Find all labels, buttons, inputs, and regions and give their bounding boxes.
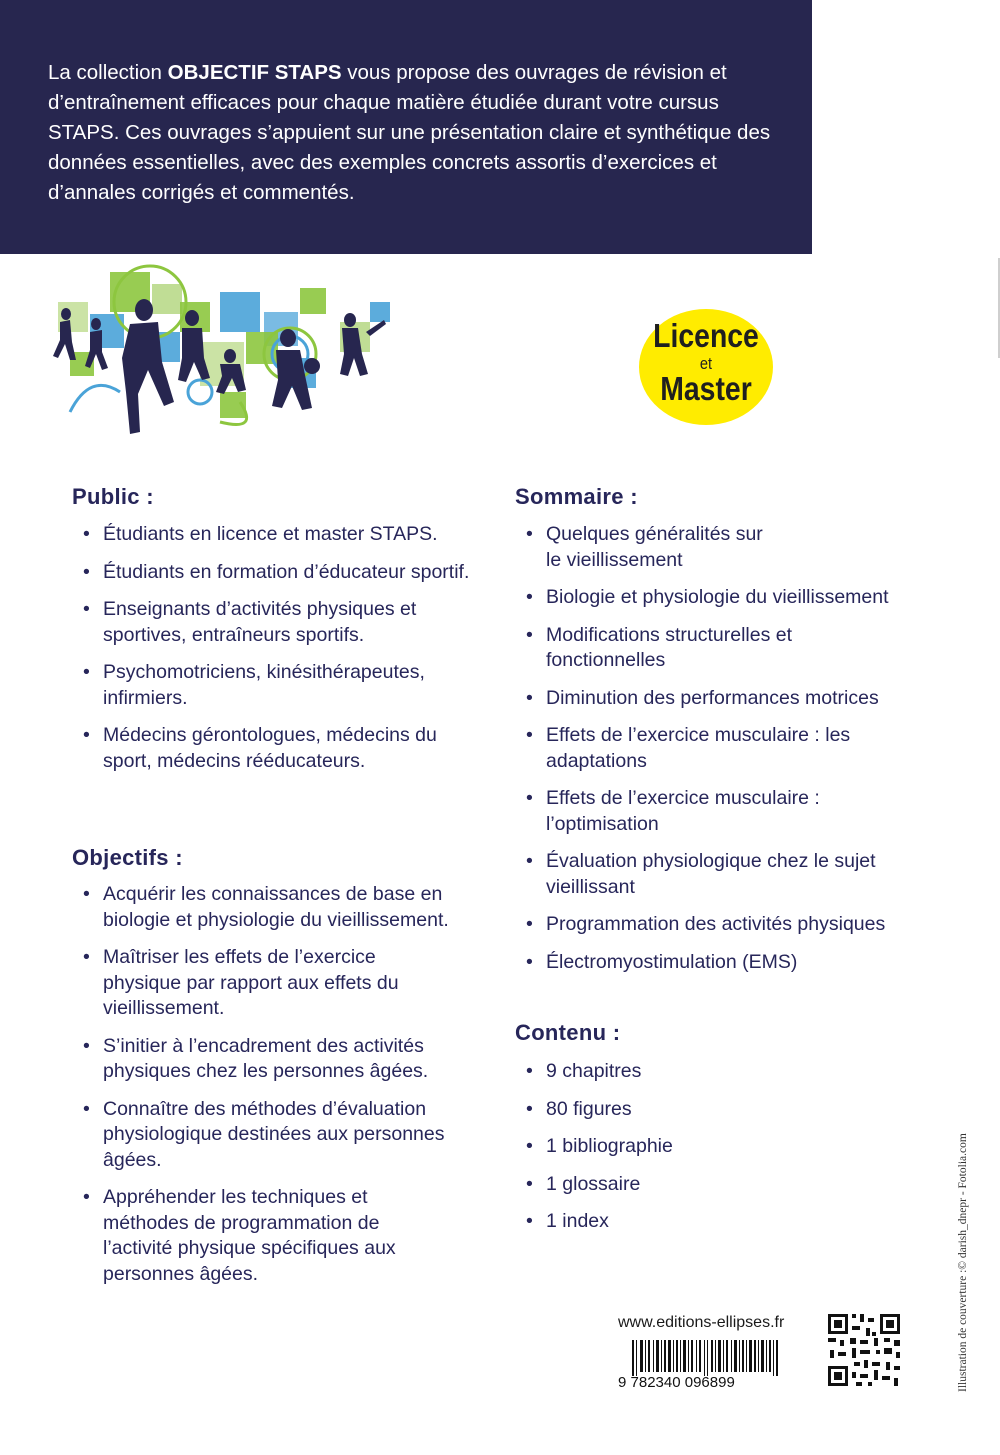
list-item: • 1 index bbox=[515, 1209, 815, 1235]
list-item: • Électromyostimulation (EMS) bbox=[515, 950, 930, 976]
list-item: • Étudiants en formation d’éducateur sportif. bbox=[72, 560, 472, 586]
sports-illustration bbox=[50, 262, 430, 442]
list-item: • Évaluation physiologique chez le sujet vieillissant bbox=[515, 849, 936, 900]
collection-name: OBJECTIF STAPS bbox=[167, 61, 342, 84]
decor-squares bbox=[58, 272, 390, 418]
intro-text-start: La collection bbox=[48, 61, 168, 84]
list-item: • Biologie et physiologie du vieillissement bbox=[515, 585, 930, 611]
badge-master: Master bbox=[660, 370, 752, 407]
public-heading: Public : bbox=[72, 484, 154, 509]
barcode bbox=[618, 1340, 810, 1390]
public-list bbox=[72, 522, 472, 786]
list-item: • Étudiants en licence et master STAPS. bbox=[72, 522, 472, 548]
list-item: • Effets de l’exercice musculaire : les adaptations bbox=[515, 723, 896, 774]
illustration-credit: Illustration de couverture :© darish_dnepr - Fotolia.com bbox=[957, 1133, 969, 1392]
list-item: • 1 bibliographie bbox=[515, 1134, 815, 1160]
list-item: • Connaître des méthodes d’évaluation physiologique destinées aux personnes âgées. bbox=[72, 1097, 488, 1174]
contenu-heading: Contenu : bbox=[515, 1020, 621, 1045]
qr-code bbox=[826, 1312, 902, 1388]
list-item: • Diminution des performances motrices bbox=[515, 686, 930, 712]
intro-text bbox=[48, 58, 778, 208]
list-item: • 1 glossaire bbox=[515, 1172, 815, 1198]
intro-panel bbox=[0, 0, 812, 254]
list-item: • Acquérir les connaissances de base en biologie et physiologie du vieillissement. bbox=[72, 882, 492, 933]
list-item: • Programmation des activités physiques bbox=[515, 912, 930, 938]
list-item: • S’initier à l’encadrement des activités physiques chez les personnes âgées. bbox=[72, 1034, 463, 1085]
level-badge bbox=[639, 309, 773, 425]
isbn-number: 9 782340 096899 bbox=[618, 1374, 735, 1390]
list-item: • Appréhender les techniques et méthodes de programmation de l’activité physique spécifiques aux personnes âgées. bbox=[72, 1185, 433, 1287]
list-item: • Quelques généralités sur le vieillissement bbox=[515, 522, 776, 573]
sommaire-list bbox=[515, 522, 930, 987]
sommaire-heading: Sommaire : bbox=[515, 484, 638, 509]
badge-et: et bbox=[699, 354, 713, 373]
list-item: • Enseignants d’activités physiques et sportives, entraîneurs sportifs. bbox=[72, 597, 472, 648]
list-item: • Maîtriser les effets de l’exercice physique par rapport aux effets du vieillissement. bbox=[72, 945, 413, 1022]
list-item: • 80 figures bbox=[515, 1097, 815, 1123]
list-item: • Modifications structurelles et fonctionnelles bbox=[515, 623, 836, 674]
contenu-list bbox=[515, 1059, 815, 1247]
list-item: • Médecins gérontologues, médecins du sport, médecins rééducateurs. bbox=[72, 723, 472, 774]
objectifs-heading: Objectifs : bbox=[72, 845, 183, 870]
list-item: • Psychomotriciens, kinésithérapeutes, infirmiers. bbox=[72, 660, 472, 711]
intro-text-rest: vous propose des ouvrages de révision et d’entraînement efficaces pour chaque matière étudiée durant votre cursus STAPS. Ces ouvrages s’appuient sur une présentation claire et synthétique des données essentielles, avec des exemples concrets assortis d’exercices et d’annales corrigés et commentés. bbox=[48, 61, 771, 204]
badge-licence: Licence bbox=[653, 317, 759, 354]
objectifs-list bbox=[72, 882, 492, 1299]
list-item: • 9 chapitres bbox=[515, 1059, 815, 1085]
publisher-url: www.editions-ellipses.fr bbox=[618, 1314, 785, 1331]
list-item: • Effets de l’exercice musculaire : l’optimisation bbox=[515, 786, 896, 837]
